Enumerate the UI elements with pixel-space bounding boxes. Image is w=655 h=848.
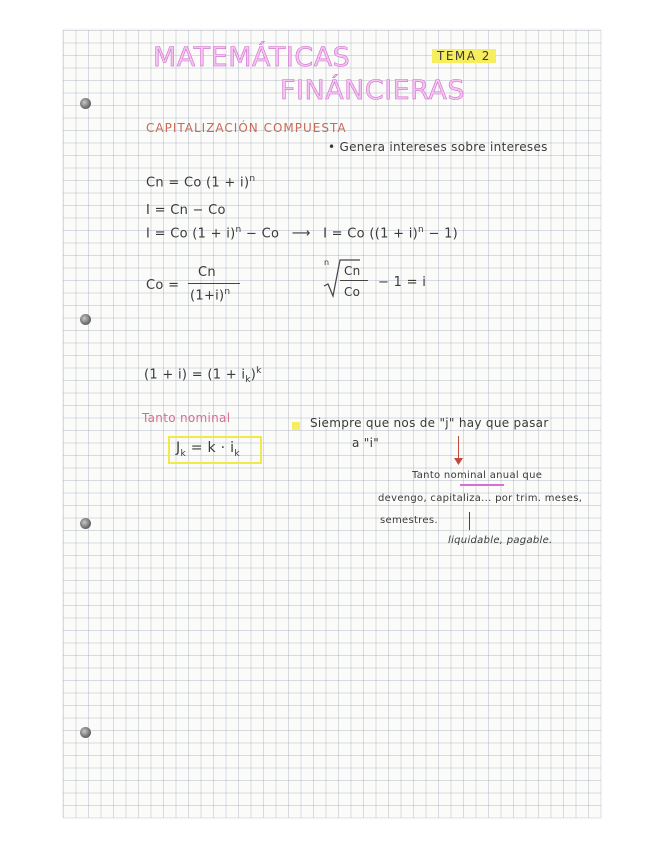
nominal-rate-formula-mid: = k · i (185, 440, 235, 456)
formula-exponent: n (224, 287, 231, 297)
formula-subscript: k (180, 448, 186, 459)
topic-label: TEMA 2 (432, 49, 496, 63)
arrow-head-icon (454, 458, 463, 466)
formula-close-paren: ) (250, 367, 257, 383)
nominal-rate-label: Tanto nominal (142, 411, 231, 425)
title-line-2: FINÁNCIERAS (280, 75, 466, 106)
root-numerator: Cn (344, 264, 361, 278)
fraction-denominator (190, 287, 230, 303)
formula-subscript: k (245, 374, 251, 385)
section-heading: CAPITALIZACIÓN COMPUESTA (146, 121, 347, 135)
nominal-rate-formula-j: J (176, 440, 181, 456)
note-line-4: devengo, capitaliza... por trim. meses, (378, 493, 583, 504)
binder-hole-4 (80, 727, 91, 738)
root-index: n (324, 258, 330, 267)
section-bullet: • Genera intereses sobre intereses (328, 140, 548, 154)
fraction-denominator-text: (1+i) (190, 288, 225, 304)
root-fraction-bar (340, 280, 368, 281)
formula-exponent: n (249, 174, 256, 184)
formula-exponent: n (235, 225, 242, 235)
formula-interest-factored: I = Co ((1 + i) (323, 226, 418, 242)
note-line-6: liquidable, pagable. (448, 535, 553, 546)
note-line-2: a "i" (352, 436, 380, 450)
formula-interest-expanded-text: I = Co (1 + i) (146, 226, 236, 242)
formula-final-capital (146, 174, 255, 190)
formula-final-capital-text: Cn = Co (1 + i) (146, 175, 250, 191)
arrow-down-icon (469, 512, 470, 530)
formula-interest-expanded-tail: − Co (246, 226, 280, 242)
fraction-numerator: Cn (198, 265, 216, 280)
note-underline (460, 484, 504, 486)
root-denominator: Co (344, 285, 361, 299)
binder-hole-2 (80, 314, 91, 325)
formula-subscript: k (234, 448, 240, 459)
formula-exponent: k (256, 366, 262, 376)
nominal-rate-formula (176, 440, 240, 459)
formula-interest-expanded (146, 225, 458, 241)
formula-interest-factored-tail: − 1) (428, 226, 459, 242)
topic-badge (432, 45, 496, 64)
title-line-1: MATEMÁTICAS (153, 42, 351, 73)
note-line-3: Tanto nominal anual que (412, 470, 543, 481)
note-line-5: semestres. (380, 515, 438, 526)
root-tail: − 1 = i (378, 275, 427, 290)
formula-initial-capital-lhs: Co = (146, 278, 180, 293)
binder-hole-1 (80, 98, 91, 109)
formula-equivalent-rate (144, 366, 262, 385)
formula-exponent: n (418, 225, 425, 235)
arrow-right-icon: ⟶ (291, 226, 311, 242)
formula-equivalent-rate-text: (1 + i) = (1 + i (144, 367, 246, 383)
fraction-bar (188, 283, 240, 284)
note-line-1: Siempre que nos de "j" hay que pasar (310, 416, 549, 430)
highlight-bullet (292, 422, 300, 430)
binder-hole-3 (80, 518, 91, 529)
formula-interest: I = Cn − Co (146, 203, 226, 218)
